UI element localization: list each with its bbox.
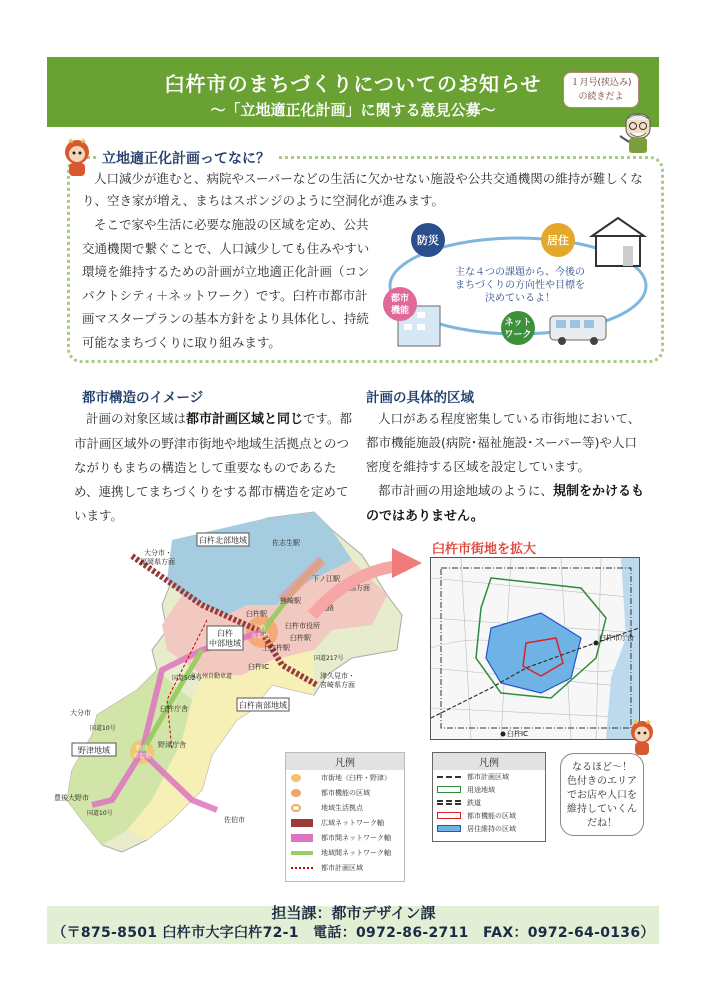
theme-bosai-label: 防災 xyxy=(417,234,439,247)
zoom-legend xyxy=(432,752,546,842)
themes-diagram xyxy=(380,214,660,354)
label-notsu-region: 野津地域 xyxy=(78,746,110,755)
area-title: 計画の具体的区域 xyxy=(366,390,474,406)
diagram-center-line-2: まちづくりの方向性や目標を xyxy=(455,280,585,291)
label-north-region: 臼杵北部地域 xyxy=(199,536,247,545)
legend-row xyxy=(286,860,404,875)
intro-title: 立地適正化計画ってなに？ xyxy=(96,148,276,168)
zoom-map-title: 臼杵市街地を拡大 xyxy=(432,542,537,557)
label-central-region-1: 臼杵 xyxy=(217,629,233,638)
mascot-oni-icon xyxy=(626,718,658,758)
bus-icon xyxy=(550,316,606,345)
footer-department: 担当課：都市デザイン課 xyxy=(271,904,436,922)
legend-item: 都市機能の区域 xyxy=(321,788,370,797)
label-oita-1: 大分市・ xyxy=(144,549,172,557)
structure-legend-title: 凡例 xyxy=(286,753,404,770)
comment-line-3: でお店や人口を xyxy=(567,790,637,801)
arrow-right-icon xyxy=(392,548,422,578)
mascot-elder-icon xyxy=(617,110,659,158)
legend-item: 市街地（臼杵・野津） xyxy=(321,773,391,782)
legend-item: 都市計画区域 xyxy=(321,863,363,872)
label-kumazaki-station: 熊崎駅 xyxy=(280,597,301,605)
area-text-2-pre: 都市計画の用途地域のように、 xyxy=(378,483,554,498)
area-text-2 xyxy=(366,479,646,529)
label-notsu-city-2: 市街地 xyxy=(132,753,152,760)
legend-row xyxy=(286,785,404,800)
structure-text-bold: 都市計画区域と同じ xyxy=(186,412,304,427)
legend-row xyxy=(286,800,404,815)
label-usuki-city-area: 市街地 xyxy=(250,633,270,640)
legend-item: 居住維持の区域 xyxy=(467,824,516,833)
structure-text-pre: 計画の対象区域は xyxy=(86,411,187,426)
diagram-center-line-3: 決めているよ！ xyxy=(485,293,555,304)
label-higashi-kyushu: 東九州自動車道 xyxy=(190,673,233,680)
label-shikoku: 四国方面 xyxy=(342,584,370,592)
structure-legend xyxy=(285,752,405,882)
label-usuki-station-2: 臼杵駅 xyxy=(290,634,311,642)
label-saiki: 佐伯市 xyxy=(224,816,245,824)
zoomed-city-map xyxy=(430,557,640,740)
label-usuki-branch: 臼杵庁舎 xyxy=(160,705,188,713)
label-sashiu-station: 佐志生駅 xyxy=(272,539,300,547)
label-route10: 国道10号 xyxy=(87,810,113,817)
zoom-legend-title: 凡例 xyxy=(433,753,545,770)
label-oita-city: 大分市 xyxy=(70,709,91,717)
legend-item: 用途地域 xyxy=(467,785,495,794)
legend-item: 地域間ネットワーク軸 xyxy=(321,848,391,857)
footer-contact: （〒875-8501 臼杵市大字臼杵72-1 電話：0972-86-2711 FAX：0972-64-0136） xyxy=(52,925,655,941)
zoom-label-city-hall: 臼杵市庁舎 xyxy=(599,634,634,642)
legend-row xyxy=(433,783,545,796)
area-text-2-bold: 規制をかけるものではありません。 xyxy=(366,484,645,524)
label-tsukumi-2: 宮崎県方面 xyxy=(320,681,355,689)
label-notsu-branch: 野津庁舎 xyxy=(158,741,186,749)
note-line-1: １月号(挟込み) xyxy=(570,78,632,88)
legend-item: 鉄道 xyxy=(467,798,481,807)
label-notsu-city-1: 野津 xyxy=(135,745,149,752)
label-south-region: 臼杵南部地域 xyxy=(239,701,287,710)
structure-title: 都市構造のイメージ xyxy=(82,390,204,406)
legend-item: 地域生活拠点 xyxy=(321,803,363,812)
label-usuki-ic: 臼杵IC xyxy=(248,663,269,671)
legend-row xyxy=(286,770,404,785)
theme-network-label-1: ネット xyxy=(504,318,532,328)
comment-line-2: 色付きのエリア xyxy=(567,776,637,787)
label-ferry-route: 航路 xyxy=(320,604,334,612)
area-text-1: 人口がある程度密集している市街地において、都市機能施設(病院･福祉施設･スーパー等)や人口密度を維持する区域を設定しています。 xyxy=(366,411,641,474)
label-usuki-city: 臼杵 xyxy=(253,625,267,632)
legend-item: 都市機能の区域 xyxy=(467,811,516,820)
legend-row xyxy=(286,815,404,830)
label-route10-b: 国道10号 xyxy=(90,725,116,732)
label-kamiusuki-station: 上臼杵駅 xyxy=(262,644,290,652)
legend-item: 広域ネットワーク軸 xyxy=(321,818,384,827)
legend-row xyxy=(286,830,404,845)
label-bungo-ono: 豊後大野市 xyxy=(54,794,89,802)
intro-paragraph-2: そこで家や生活に必要な施設の区域を定め、公共交通機関で繋ぐことで、人口減少しても住みやすい環境を維持するための計画が立地適正化計画（コンパクトシティ＋ネットワーク）です。臼杵市都市計画マスタープランの基本方針をより具体化し、持続可能なまちづくりに取り組みます。 xyxy=(82,217,370,350)
note-bubble xyxy=(563,72,639,108)
legend-row xyxy=(433,796,545,809)
legend-item: 都市計画区域 xyxy=(467,772,509,781)
label-oita-2: 福岡県方面 xyxy=(140,558,175,566)
comment-line-4: 維持していくん xyxy=(567,804,637,815)
page-subtitle: ～「立地適正化計画」に関する意見公募～ xyxy=(210,101,496,119)
page-title: 臼杵市のまちづくりについてのお知らせ xyxy=(164,72,542,96)
legend-row xyxy=(433,822,545,835)
theme-kyoju-label: 居住 xyxy=(547,234,569,247)
label-usuki-station: 臼杵駅 xyxy=(246,610,267,618)
label-route217: 国道217号 xyxy=(314,655,344,662)
label-city-hall: 臼杵市役所 xyxy=(285,622,320,630)
legend-item: 都市間ネットワーク軸 xyxy=(321,833,391,842)
note-line-2: の続きだよ xyxy=(578,92,624,102)
legend-row xyxy=(286,845,404,860)
structure-text-post: です。都市計画区域外の野津市街地や地域生活拠点とのつながりもまちの構造として重要なものであるため、連携してまちづくりをする都市構造を定めています。 xyxy=(74,411,353,523)
zoom-label-ic: 臼杵IC xyxy=(507,730,528,738)
comment-line-1: なるほど～！ xyxy=(572,762,632,773)
intro-paragraph-1: 人口減少が進むと、病院やスーパーなどの生活に欠かせない施設や公共交通機関の維持が難しくなり、空き家が増え、まちはスポンジのように空洞化が進みます。 xyxy=(82,171,643,208)
label-route502: 国道502号 xyxy=(172,675,202,682)
comment-line-5: だね！ xyxy=(587,818,617,829)
house-icon xyxy=(592,218,644,266)
label-central-region-2: 中部地域 xyxy=(209,639,241,648)
comment-bubble xyxy=(560,753,644,836)
theme-network-label-2: ワーク xyxy=(504,330,532,340)
legend-row xyxy=(433,770,545,783)
diagram-center-line-1: 主な４つの課題から、今後の xyxy=(455,267,585,278)
legend-row xyxy=(433,809,545,822)
theme-toshi-label-1: 都市 xyxy=(390,294,410,304)
label-tsukumi-1: 津久見市・ xyxy=(320,672,355,680)
label-shimonoe-station: 下ノ江駅 xyxy=(312,575,340,583)
theme-toshi-label-2: 機能 xyxy=(390,306,410,316)
